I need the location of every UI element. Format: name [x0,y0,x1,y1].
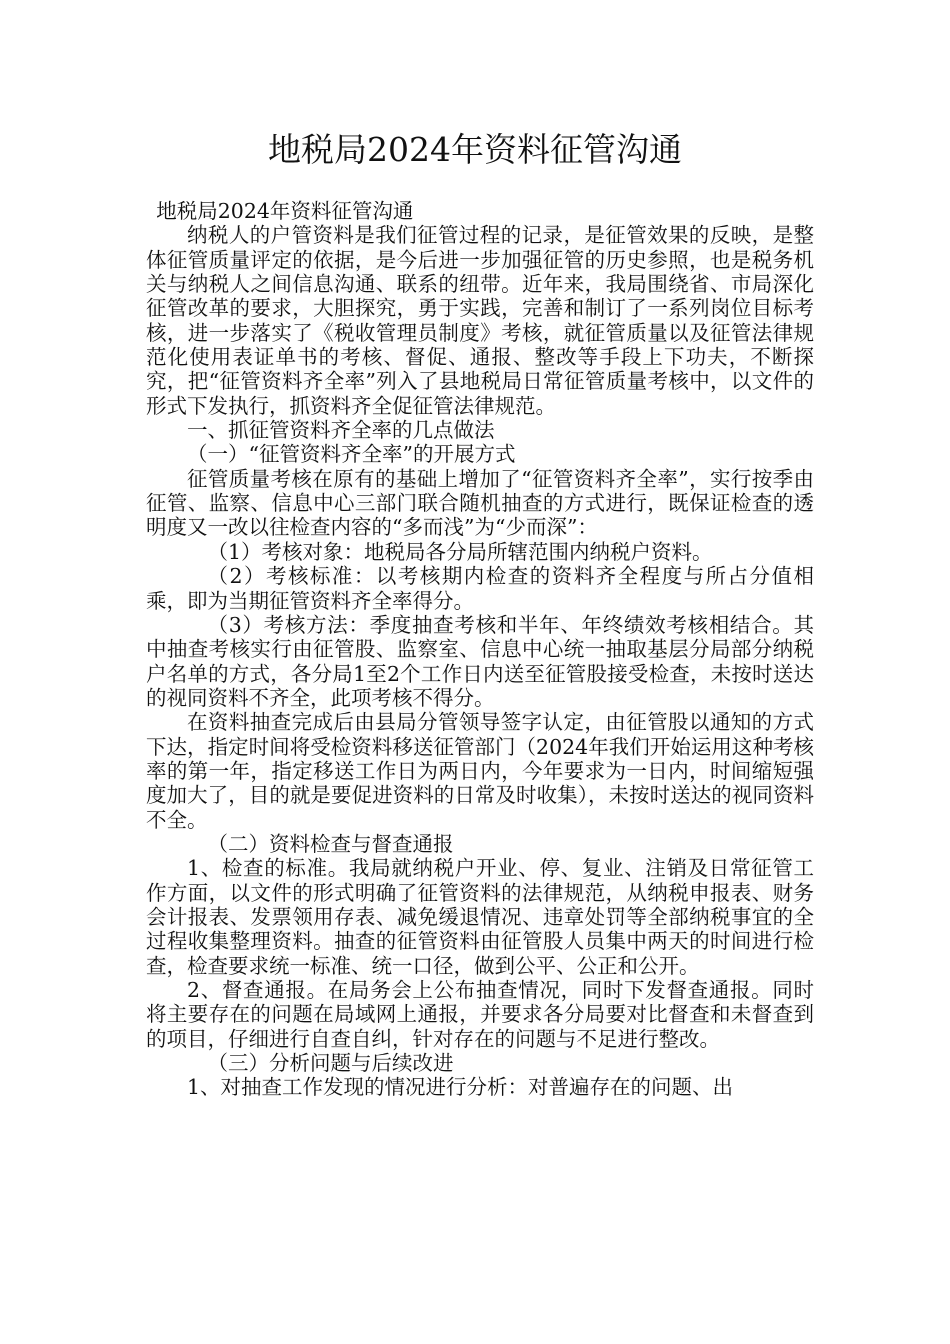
paragraph-analysis: 1、对抽查工作发现的情况进行分析：对普遍存在的问题、出 [187,1075,734,1100]
subsection-heading-2: （二）资料检查与督查通报 [207,831,454,856]
paragraph-intro: 纳税人的户管资料是我们征管过程的记录，是征管效果的反映，是整体征管质量评定的依据，是今后进一步加强征管的历史参照，也是税务机关与纳税人之间信息沟通、联系的纽带。近年来，我局围绕省、市局深化征管改革的要求，大胆探究，勇于实践，完善和制订了一系列岗位目标考核，进一步落实了《税收管理员制度》考核，就征管质量以及征管法律规范化使用表证单书的考核、督促、通报、整改等手段上下功夫，不断探究，把“征管资料齐全率”列入了县地税局日常征管质量考核中，以文件的形式下发执行，抓资料齐全促征管法律规范。 [146,223,814,418]
paragraph-check-standard: 1、检查的标准。我局就纳税户开业、停、复业、注销及日常征管工作方面，以文件的形式明确了征管资料的法律规范，从纳税申报表、财务会计报表、发票领用存表、减免缓退情况、违章处罚等全部纳税事宜的全过程收集整理资料。抽查的征管资料由征管股人员集中两天的时间进行检查，检查要求统一标准、统一口径，做到公平、公正和公开。 [146,856,814,978]
list-item-method: （3）考核方法：季度抽查考核和半年、年终绩效考核相结合。其中抽查考核实行由征管股、监察室、信息中心统一抽取基层分局部分纳税户名单的方式，各分局1至2个工作日内送至征管股接受检查，未按时送达的视同资料不齐全，此项考核不得分。 [146,612,814,710]
paragraph-approach: 征管质量考核在原有的基础上增加了“征管资料齐全率”，实行按季由征管、监察、信息中心三部门联合随机抽查的方式进行，既保证检查的透明度又一改以往检查内容的“多而浅”为“少而深”： [146,466,814,540]
subsection-heading-3: （三）分析问题与后续改进 [207,1051,454,1076]
document-title: 地税局2024年资料征管沟通 [268,130,682,169]
paragraph-supervision: 2、督查通报。在局务会上公布抽查情况，同时下发督查通报。同时将主要存在的问题在局域网上通报，并要求各分局要对比督查和未督查到的项目，仔细进行自查自纠，针对存在的问题与不足进行整改。 [146,978,814,1051]
section-heading-1: 一、抓征管资料齐全率的几点做法 [187,418,495,443]
paragraph-followup: 在资料抽查完成后由县局分管领导签字认定，由征管股以通知的方式下达，指定时间将受检资料移送征管部门（2024年我们开始运用这种考核率的第一年，指定移送工作日为两日内，今年要求为一日内，时间缩短强度加大了，目的就是要促进资料的日常及时收集），未按时送达的视同资料不全。 [146,710,814,832]
list-item-target: （1）考核对象：地税局各分局所辖范围内纳税户资料。 [207,539,713,564]
list-item-standard: （2）考核标准：以考核期内检查的资料齐全程度与所占分值相乘，即为当期征管资料齐全率得分。 [146,564,814,613]
document-body [146,199,814,1100]
subtitle-line: 地税局2024年资料征管沟通 [156,199,414,223]
subsection-heading-1: （一）“征管资料齐全率”的开展方式 [187,442,516,467]
